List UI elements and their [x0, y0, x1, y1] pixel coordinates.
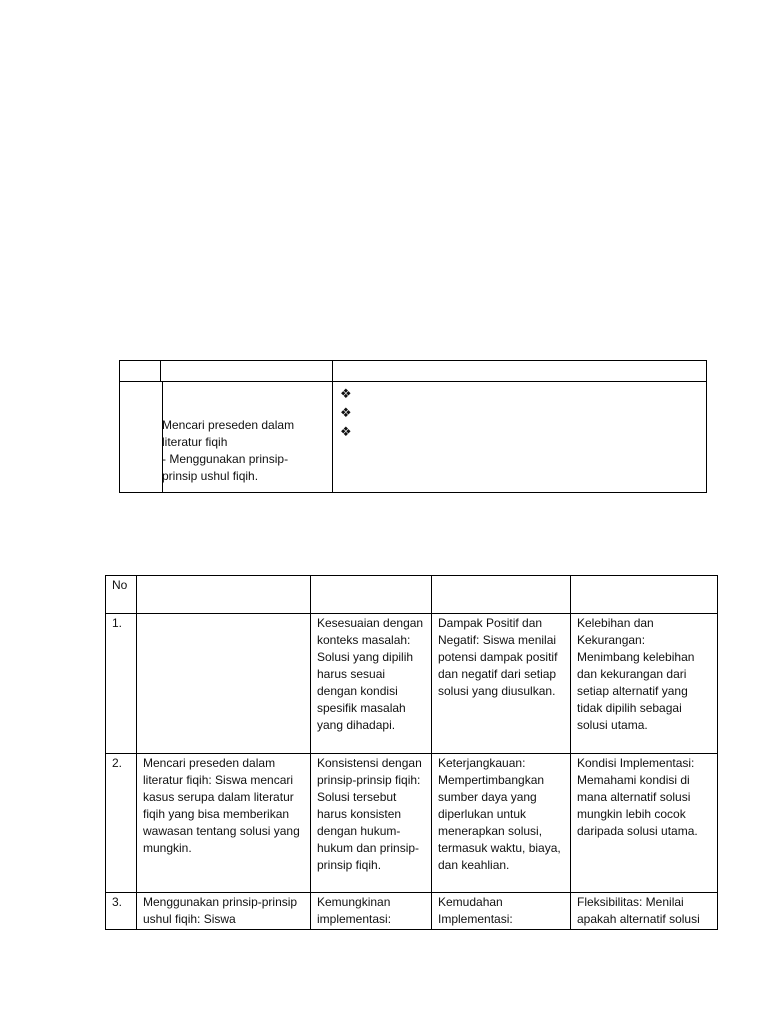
bullet-list	[340, 384, 352, 441]
cell-text: Kemudahan Implementasi:	[438, 895, 513, 926]
table-cell: Keterjangkauan: Mempertimbangkan sumber daya yang diperlukan untuk menerapkan solusi, termasuk waktu, biaya, dan keahlian.	[432, 754, 571, 893]
table-border-bottom	[119, 492, 707, 493]
cell-text: 3.	[112, 895, 123, 909]
table-cell: Konsistensi dengan prinsip-prinsip fiqih: Solusi tersebut harus konsisten dengan hukum-hukum dan prinsip-prinsip fiqih.	[311, 754, 432, 893]
table-border-right	[706, 360, 707, 493]
row-number	[106, 893, 137, 930]
header-cell	[137, 576, 311, 614]
table-cell	[311, 893, 432, 930]
criteria-table	[105, 575, 718, 930]
table-cell: Mencari preseden dalam literatur fiqih: Siswa mencari kasus serupa dalam literatur fiqih yang bisa memberikan wawasan tentang solusi yang mungkin.	[137, 754, 311, 893]
cell-text: Kemungkinan implementasi:	[317, 895, 392, 926]
table-col-divider	[160, 360, 161, 382]
table-col-divider	[332, 360, 333, 493]
diamond-bullet-icon: ❖	[340, 424, 352, 439]
table-cell: Kondisi Implementasi: Memahami kondisi di mana alternatif solusi mungkin lebih cocok daripada solusi utama.	[571, 754, 718, 893]
header-no: No	[106, 576, 137, 614]
header-cell	[311, 576, 432, 614]
table-row	[106, 614, 718, 754]
table-border-left	[119, 360, 120, 493]
table-header-row	[106, 576, 718, 614]
table-cell: Kelebihan dan Kekurangan: Menimbang kelebihan dan kekurangan dari setiap alternatif yang tidak dipilih sebagai solusi utama.	[571, 614, 718, 754]
table-cell	[571, 893, 718, 930]
table-cell-steps: Mencari preseden dalam literatur fiqih - Menggunakan prinsip- prinsip ushul fiqih.	[162, 418, 295, 483]
diamond-bullet-icon: ❖	[340, 386, 352, 401]
table-cell	[137, 893, 311, 930]
table-cell	[432, 893, 571, 930]
table-cell	[137, 614, 311, 754]
cell-text: Menggunakan prinsip-prinsip ushul fiqih: Siswa	[143, 895, 298, 926]
table-row	[106, 754, 718, 893]
row-number: 1.	[106, 614, 137, 754]
cell-text: Fleksibilitas: Menilai apakah alternatif solusi	[577, 895, 700, 926]
table-row	[106, 893, 718, 930]
diamond-bullet-icon: ❖	[340, 405, 352, 420]
row-number: 2.	[106, 754, 137, 893]
top-table	[119, 360, 707, 493]
header-cell	[571, 576, 718, 614]
header-cell	[432, 576, 571, 614]
table-border-top	[119, 360, 707, 361]
table-cell: Dampak Positif dan Negatif: Siswa menilai potensi dampak positif dan negatif dari setiap solusi yang diusulkan.	[432, 614, 571, 754]
table-cell: Kesesuaian dengan konteks masalah: Solusi yang dipilih harus sesuai dengan kondisi spesifik masalah yang dihadapi.	[311, 614, 432, 754]
table-header-divider	[119, 381, 707, 382]
